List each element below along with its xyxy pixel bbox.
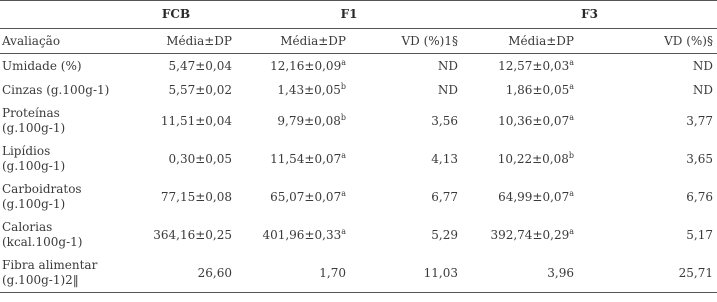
significance-superscript: a [569, 81, 574, 91]
cell-fcb-mean-value: 5,57±0,02 [168, 82, 232, 97]
table-row [0, 54, 717, 79]
cell-f1-vd [350, 178, 462, 216]
column-header-evaluation: Avaliação [0, 29, 116, 54]
cell-f1-mean [236, 254, 350, 293]
table-row [0, 140, 717, 178]
cell-f1-mean-value: 11,54±0,07 [270, 151, 342, 166]
cell-fcb-mean-value: 364,16±0,25 [153, 227, 232, 242]
column-header-f3-mean: Média±DP [462, 29, 578, 54]
row-label-line: (g.100g-1)2‖ [2, 273, 79, 287]
group-header-blank [0, 1, 116, 29]
column-header-f3-vd: VD (%)§ [578, 29, 717, 54]
cell-fcb-mean [116, 254, 236, 293]
cell-f3-vd [578, 178, 717, 216]
cell-f1-vd-value: ND [437, 82, 458, 97]
cell-f1-vd [350, 216, 462, 254]
row-label [0, 254, 116, 293]
row-label-line: (g.100g-1) [2, 121, 66, 135]
column-header-fcb-mean: Média±DP [116, 29, 236, 54]
significance-superscript: b [568, 150, 574, 160]
cell-f3-mean-value: 10,22±0,08 [497, 151, 569, 166]
cell-f3-mean [462, 178, 578, 216]
cell-f3-mean-value: 10,36±0,07 [498, 113, 570, 128]
cell-f1-vd [350, 140, 462, 178]
cell-f1-mean-value: 65,07±0,07 [270, 189, 342, 204]
significance-superscript: b [340, 112, 346, 122]
column-header-row [0, 29, 717, 54]
row-label-line: (kcal.100g-1) [2, 235, 83, 249]
cell-f3-mean-value: 3,96 [547, 265, 574, 280]
cell-f3-vd-value: 6,76 [686, 189, 713, 204]
cell-f3-mean [462, 254, 578, 293]
row-label [0, 216, 116, 254]
cell-f3-mean [462, 216, 578, 254]
cell-f3-vd-value: ND [692, 58, 713, 73]
cell-f3-vd [578, 254, 717, 293]
group-header-f1: F1 [236, 1, 462, 29]
cell-f1-vd-value: 5,29 [431, 227, 458, 242]
cell-f3-mean [462, 140, 578, 178]
cell-f3-vd [578, 54, 717, 79]
significance-superscript: a [341, 188, 346, 198]
cell-f1-vd-value: 4,13 [431, 151, 458, 166]
cell-f3-vd-value: 25,71 [678, 265, 713, 280]
cell-fcb-mean-value: 77,15±0,08 [160, 189, 232, 204]
row-label [0, 54, 116, 79]
cell-f3-mean-value: 64,99±0,07 [498, 189, 570, 204]
row-label-line: (g.100g-1) [2, 159, 66, 173]
cell-f1-mean [236, 140, 350, 178]
row-label-line: Lipídios [2, 144, 51, 158]
cell-fcb-mean [116, 54, 236, 79]
row-label [0, 178, 116, 216]
cell-fcb-mean-value: 5,47±0,04 [168, 58, 232, 73]
cell-f3-vd [578, 102, 717, 140]
cell-f1-mean-value: 9,79±0,08 [277, 113, 341, 128]
cell-f1-mean-value: 12,16±0,09 [270, 58, 342, 73]
row-label-line: Carboidratos [2, 182, 82, 196]
cell-f3-mean [462, 54, 578, 79]
cell-f3-mean [462, 78, 578, 102]
cell-f3-mean-value: 392,74±0,29 [490, 227, 570, 242]
column-header-f1-mean: Média±DP [236, 29, 350, 54]
table-row [0, 102, 717, 140]
significance-superscript: b [340, 81, 346, 91]
significance-superscript: a [569, 188, 574, 198]
table-body [0, 54, 717, 293]
table-row [0, 178, 717, 216]
cell-f1-mean-value: 1,43±0,05 [277, 82, 341, 97]
cell-f1-vd [350, 54, 462, 79]
significance-superscript: a [341, 150, 346, 160]
cell-f3-mean [462, 102, 578, 140]
cell-fcb-mean [116, 78, 236, 102]
row-label-line: Calorias [2, 220, 53, 234]
cell-f1-vd [350, 254, 462, 293]
cell-fcb-mean [116, 178, 236, 216]
cell-f1-vd-value: ND [437, 58, 458, 73]
cell-f1-mean-value: 401,96±0,33 [262, 227, 342, 242]
cell-f1-mean [236, 102, 350, 140]
cell-fcb-mean-value: 0,30±0,05 [168, 151, 232, 166]
cell-f1-vd-value: 3,56 [431, 113, 458, 128]
row-label-line: Cinzas (g.100g-1) [2, 82, 110, 97]
cell-f3-vd [578, 78, 717, 102]
significance-superscript: a [569, 226, 574, 236]
cell-fcb-mean [116, 102, 236, 140]
row-label [0, 102, 116, 140]
column-header-f1-vd: VD (%)1§ [350, 29, 462, 54]
significance-superscript: a [569, 112, 574, 122]
group-header-fcb: FCB [116, 1, 236, 29]
row-label-line: Umidade (%) [2, 58, 82, 73]
group-header-row [0, 1, 717, 29]
cell-f1-mean [236, 178, 350, 216]
cell-f3-vd-value: ND [692, 82, 713, 97]
cell-f3-vd-value: 3,65 [686, 151, 713, 166]
row-label [0, 140, 116, 178]
cell-fcb-mean [116, 216, 236, 254]
significance-superscript: a [341, 57, 346, 67]
table-row [0, 216, 717, 254]
table-row [0, 254, 717, 293]
cell-f3-mean-value: 12,57±0,03 [498, 58, 570, 73]
table-row [0, 78, 717, 102]
cell-fcb-mean [116, 140, 236, 178]
cell-f3-vd-value: 3,77 [686, 113, 713, 128]
cell-f1-vd-value: 6,77 [431, 189, 458, 204]
row-label-line: Proteínas [2, 106, 60, 120]
row-label-line: (g.100g-1) [2, 197, 66, 211]
cell-f1-mean-value: 1,70 [319, 265, 346, 280]
cell-f3-vd-value: 5,17 [686, 227, 713, 242]
cell-f1-vd-value: 11,03 [423, 265, 458, 280]
row-label-line: Fibra alimentar [2, 258, 98, 272]
cell-f3-vd [578, 216, 717, 254]
cell-f1-vd [350, 102, 462, 140]
cell-f1-mean [236, 78, 350, 102]
significance-superscript: a [569, 57, 574, 67]
group-header-f3: F3 [462, 1, 717, 29]
row-label [0, 78, 116, 102]
significance-superscript: a [341, 226, 346, 236]
cell-f1-mean [236, 216, 350, 254]
cell-f1-vd [350, 78, 462, 102]
cell-f3-mean-value: 1,86±0,05 [505, 82, 570, 97]
cell-f3-vd [578, 140, 717, 178]
cell-f1-mean [236, 54, 350, 79]
cell-fcb-mean-value: 26,60 [197, 265, 232, 280]
cell-fcb-mean-value: 11,51±0,04 [160, 113, 232, 128]
